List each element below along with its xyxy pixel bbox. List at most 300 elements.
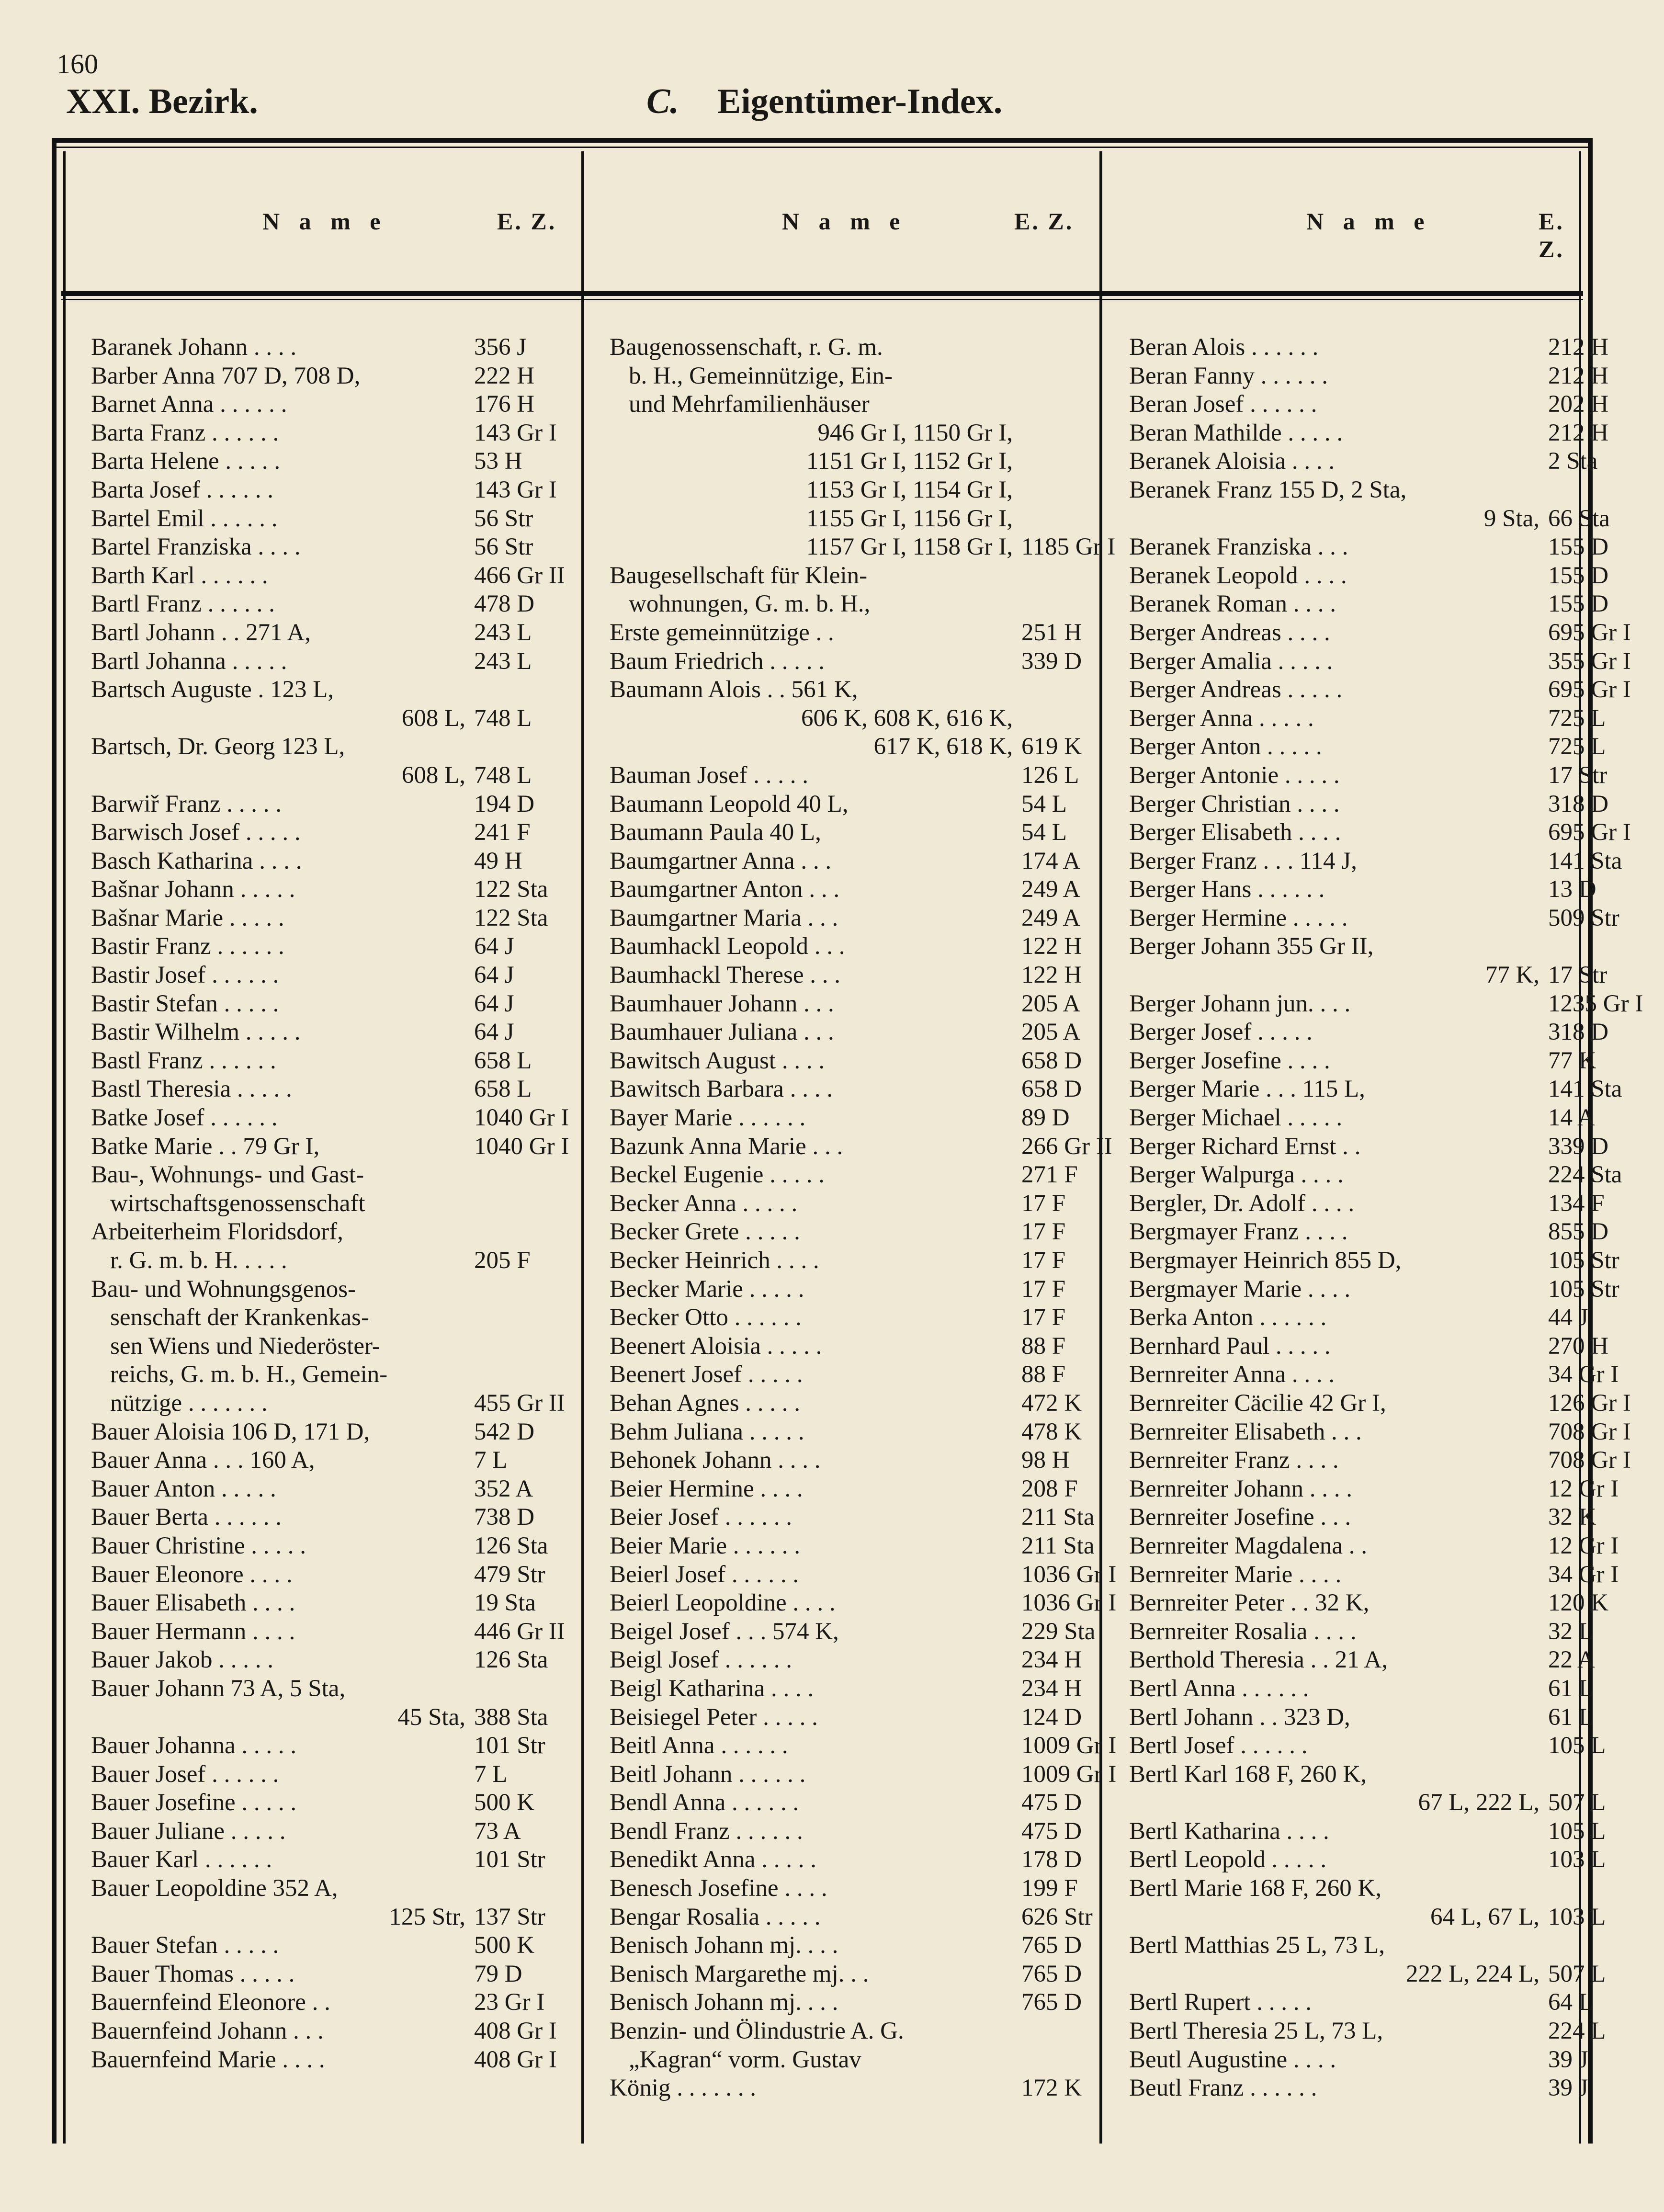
index-row	[610, 961, 1093, 990]
ez-number: 17 F	[1021, 1275, 1066, 1303]
index-row	[610, 1618, 1096, 1646]
ez-number: 103 L	[1548, 1846, 1606, 1873]
ez-number: 249 A	[1021, 904, 1081, 931]
owner-name: 125 Str,	[389, 1903, 465, 1930]
index-row	[1129, 1389, 1631, 1418]
owner-name: Berger Walpurga . . . .	[1129, 1161, 1344, 1189]
ez-number: 765 D	[1021, 1932, 1082, 1959]
ez-number: 355 Gr I	[1548, 647, 1631, 675]
index-row	[1129, 1361, 1619, 1389]
index-row	[1129, 847, 1622, 876]
ez-number: 172 K	[1021, 2075, 1082, 2102]
index-row	[610, 2074, 1093, 2103]
index-row	[91, 1218, 575, 1247]
index-row	[1129, 1047, 1613, 1076]
column-header-name: N a m e	[262, 208, 387, 235]
ez-number: 77 K	[1548, 1047, 1596, 1074]
owner-name: b. H., Gemeinnützige, Ein-	[629, 362, 893, 389]
owner-name: Bauer Anton . . . . .	[91, 1475, 276, 1502]
column-header-name: N a m e	[1306, 208, 1431, 235]
index-row	[610, 733, 1093, 761]
owner-name: Batke Marie . . 79 Gr I,	[91, 1133, 320, 1160]
ez-number: 23 Gr I	[474, 1989, 545, 2016]
owner-name: Beutl Augustine . . . .	[1129, 2046, 1336, 2073]
index-row	[1129, 1075, 1622, 1104]
index-row	[1129, 818, 1631, 847]
owner-name: Bauer Eleonore . . . .	[91, 1561, 293, 1588]
column-header-name: N a m e	[782, 208, 907, 235]
ez-number: 124 D	[1021, 1703, 1082, 1731]
owner-name: Bastir Wilhelm . . . . .	[91, 1019, 301, 1046]
owner-name: Benisch Margarethe mj. . .	[610, 1960, 869, 1987]
ez-number: 748 L	[474, 704, 532, 732]
index-row	[610, 1960, 1093, 1989]
owner-name: Beenert Josef . . . . .	[610, 1361, 803, 1388]
owner-name: Berger Marie . . . 115 L,	[1129, 1076, 1365, 1103]
owner-name: Basch Katharina . . . .	[91, 847, 302, 874]
index-row	[1129, 333, 1613, 362]
owner-name: Beigel Josef . . . 574 K,	[610, 1618, 839, 1645]
district-heading: XXI. Bezirk.	[66, 82, 258, 121]
index-row	[610, 1389, 1093, 1418]
index-row	[1129, 1561, 1619, 1589]
index-row	[1129, 1846, 1613, 1874]
ez-number: 64 J	[474, 990, 514, 1017]
ez-number: 479 Str	[474, 1561, 545, 1588]
ez-number: 208 F	[1021, 1475, 1078, 1502]
ez-number: 141 Sta	[1548, 847, 1622, 874]
index-row	[1129, 1190, 1613, 1218]
index-row	[1129, 1304, 1613, 1332]
ez-number: 61 L	[1548, 1675, 1594, 1702]
index-row	[610, 676, 1093, 704]
owner-name: Baumgartner Maria . . .	[610, 904, 838, 931]
owner-name: Baugesellschaft für Klein-	[610, 562, 868, 589]
ez-number: 64 J	[474, 1019, 514, 1046]
index-row	[91, 1247, 575, 1275]
header-rule	[61, 291, 1583, 296]
owner-name: Beranek Roman . . . .	[1129, 590, 1336, 618]
ez-number: 695 Gr I	[1548, 819, 1631, 846]
index-row	[1129, 1760, 1613, 1789]
ez-number: 318 D	[1548, 790, 1609, 817]
ez-number: 455 Gr II	[474, 1389, 565, 1417]
owner-name: Berka Anton . . . . . .	[1129, 1304, 1327, 1331]
owner-name: Becker Marie . . . . .	[610, 1275, 804, 1303]
owner-name: Beier Hermine . . . .	[610, 1475, 803, 1502]
index-row	[91, 904, 575, 933]
ez-number: 619 K	[1021, 733, 1082, 760]
ez-number: 205 A	[1021, 990, 1081, 1017]
ez-number: 1040 Gr I	[474, 1104, 569, 1132]
owner-name: Baumhauer Juliana . . .	[610, 1019, 834, 1046]
owner-name: Baumhackl Leopold . . .	[610, 933, 845, 960]
owner-name: Bernreiter Josefine . . .	[1129, 1504, 1351, 1531]
owner-name: „Kagran“ vorm. Gustav	[629, 2046, 861, 2073]
index-row	[91, 476, 575, 505]
owner-name: Becker Heinrich . . . .	[610, 1247, 819, 1274]
index-row	[610, 333, 1093, 362]
ez-number: 408 Gr I	[474, 2018, 557, 2045]
index-row	[610, 590, 1093, 619]
owner-name: Bendl Franz . . . . . .	[610, 1817, 803, 1845]
index-row	[1129, 961, 1613, 990]
index-row	[1129, 1960, 1613, 1989]
owner-name: Benesch Josefine . . . .	[610, 1875, 827, 1902]
owner-name: Berger Josefine . . . .	[1129, 1047, 1330, 1074]
ez-number: 143 Gr I	[474, 476, 557, 503]
owner-name: sen Wiens und Niederöster-	[110, 1332, 380, 1360]
owner-name: Bertl Matthias 25 L, 73 L,	[1129, 1932, 1385, 1959]
ez-number: 234 H	[1021, 1675, 1082, 1702]
index-row	[1129, 390, 1613, 419]
owner-name: 946 Gr I, 1150 Gr I,	[817, 419, 1013, 446]
index-row	[1129, 1589, 1613, 1618]
ez-number: 388 Sta	[474, 1703, 548, 1731]
index-row	[91, 362, 575, 391]
index-row	[610, 1532, 1093, 1561]
ez-number: 79 D	[474, 1960, 522, 1987]
ez-number: 249 A	[1021, 876, 1081, 903]
owner-name: Beisiegel Peter . . . . .	[610, 1703, 818, 1731]
owner-name: Beranek Franziska . . .	[1129, 533, 1348, 561]
ez-number: 478 K	[1021, 1418, 1082, 1445]
owner-name: Beckel Eugenie . . . . .	[610, 1161, 825, 1189]
ez-number: 1036 Gr I	[1021, 1561, 1117, 1588]
index-row	[91, 390, 575, 419]
index-row	[610, 1874, 1093, 1903]
owner-name: Bauer Johann 73 A, 5 Sta,	[91, 1675, 346, 1702]
index-row	[610, 1646, 1093, 1675]
index-row	[91, 790, 575, 819]
ez-number: 202 H	[1548, 391, 1609, 418]
index-row	[610, 1161, 1093, 1190]
index-row	[91, 1817, 575, 1846]
index-row	[1129, 1161, 1622, 1190]
index-row	[91, 1618, 575, 1646]
owner-name: Bernreiter Magdalena . .	[1129, 1532, 1368, 1559]
index-row	[1129, 1618, 1613, 1646]
owner-name: Barta Franz . . . . . .	[91, 419, 279, 446]
owner-name: Behonek Johann . . . .	[610, 1447, 821, 1474]
owner-name: Bertl Josef . . . . . .	[1129, 1732, 1308, 1759]
page-number: 160	[57, 48, 98, 79]
ez-number: 39 J	[1548, 2075, 1588, 2102]
index-row	[1129, 590, 1613, 619]
index-row	[91, 1903, 575, 1932]
owner-name: Beitl Johann . . . . . .	[610, 1760, 806, 1788]
ez-number: 32 L	[1548, 1618, 1594, 1645]
index-row	[1129, 1247, 1619, 1275]
owner-name: Bašnar Marie . . . . .	[91, 904, 284, 931]
index-row	[610, 875, 1093, 904]
ez-number: 408 Gr I	[474, 2046, 557, 2073]
ez-number: 352 A	[474, 1475, 533, 1502]
index-row	[1129, 1903, 1613, 1932]
owner-name: Berger Elisabeth . . . .	[1129, 819, 1341, 846]
owner-name: Berger Josef . . . . .	[1129, 1019, 1313, 1046]
owner-name: Benzin- und Ölindustrie A. G.	[610, 2018, 904, 2045]
index-row	[610, 1247, 1093, 1275]
index-row	[91, 1874, 575, 1903]
index-row	[91, 447, 575, 476]
index-row	[91, 2046, 575, 2075]
index-row	[1129, 1817, 1613, 1846]
ez-number: 105 Str	[1548, 1247, 1619, 1274]
index-row	[1129, 533, 1613, 562]
index-row	[610, 562, 1093, 590]
ez-number: 507 L	[1548, 1960, 1606, 1987]
ez-number: 500 K	[474, 1932, 535, 1959]
owner-name: Barwiř Franz . . . . .	[91, 790, 282, 817]
ez-number: 695 Gr I	[1548, 676, 1631, 703]
owner-name: Baugenossenschaft, r. G. m.	[610, 334, 883, 361]
ez-number: 243 L	[474, 619, 532, 646]
index-row	[610, 1988, 1093, 2017]
index-row	[91, 590, 575, 619]
ez-number: 14 A	[1548, 1104, 1595, 1132]
index-row	[610, 1218, 1093, 1247]
ez-number: 17 F	[1021, 1190, 1066, 1217]
index-row	[610, 419, 1093, 448]
ez-number: 542 D	[474, 1418, 535, 1445]
index-row	[91, 1561, 575, 1589]
owner-name: wirtschaftsgenossenschaft	[110, 1190, 365, 1217]
ez-number: 472 K	[1021, 1389, 1082, 1417]
owner-name: Beutl Franz . . . . . .	[1129, 2075, 1317, 2102]
ez-number: 64 J	[474, 962, 514, 989]
index-row	[1129, 932, 1613, 961]
owner-name: Benedikt Anna . . . . .	[610, 1846, 817, 1873]
owner-name: Bauer Hermann . . . .	[91, 1618, 295, 1645]
owner-name: Bau-, Wohnungs- und Gast-	[91, 1161, 364, 1189]
owner-name: Bergler, Dr. Adolf . . . .	[1129, 1190, 1355, 1217]
owner-name: Beigl Katharina . . . .	[610, 1675, 814, 1702]
ez-number: 126 L	[1021, 761, 1079, 789]
index-row	[91, 676, 575, 704]
owner-name: Bernhard Paul . . . . .	[1129, 1332, 1331, 1360]
ez-number: 748 L	[474, 761, 532, 789]
index-row	[1129, 505, 1613, 533]
ez-number: 101 Str	[474, 1732, 545, 1759]
index-row	[1129, 1675, 1613, 1703]
ez-number: 205 F	[474, 1247, 531, 1274]
owner-name: Bauer Thomas . . . . .	[91, 1960, 295, 1987]
owner-name: Berger Franz . . . 114 J,	[1129, 847, 1357, 874]
owner-name: 222 L, 224 L,	[1405, 1960, 1539, 1987]
ez-number: 466 Gr II	[474, 562, 565, 589]
owner-name: Bau- und Wohnungsgenos-	[91, 1275, 356, 1303]
ez-number: 122 H	[1021, 933, 1082, 960]
owner-name: und Mehrfamilienhäuser	[629, 391, 870, 418]
index-row	[91, 961, 575, 990]
ez-number: 1036 Gr I	[1021, 1589, 1117, 1617]
ez-number: 7 L	[474, 1447, 508, 1474]
index-row	[610, 1846, 1093, 1874]
owner-name: Beigl Josef . . . . . .	[610, 1646, 792, 1674]
ez-number: 199 F	[1021, 1875, 1078, 1902]
ez-number: 13 D	[1548, 876, 1596, 903]
owner-name: Beran Fanny . . . . . .	[1129, 362, 1328, 389]
owner-name: Beier Josef . . . . . .	[610, 1504, 792, 1531]
ez-number: 339 D	[1021, 647, 1082, 675]
index-row	[610, 2017, 1093, 2046]
ez-number: 49 H	[474, 847, 522, 874]
index-row	[610, 1589, 1117, 1618]
owner-name: 617 K, 618 K,	[873, 733, 1013, 760]
ez-number: 475 D	[1021, 1817, 1082, 1845]
ez-number: 234 H	[1021, 1646, 1082, 1674]
ez-number: 1235 Gr I	[1548, 990, 1643, 1017]
index-row	[91, 1418, 575, 1447]
owner-name: Bertl Leopold . . . . .	[1129, 1846, 1327, 1873]
ez-number: 56 Str	[474, 505, 533, 532]
ez-number: 212 H	[1548, 334, 1609, 361]
ez-number: 855 D	[1548, 1218, 1609, 1246]
index-table-frame	[52, 138, 1643, 2144]
index-row	[91, 1503, 575, 1532]
owner-name: Berger Johann 355 Gr II,	[1129, 933, 1374, 960]
owner-name: Bauer Johanna . . . . .	[91, 1732, 297, 1759]
owner-name: 1153 Gr I, 1154 Gr I,	[806, 476, 1013, 503]
owner-name: Beran Alois . . . . . .	[1129, 334, 1319, 361]
ez-number: 1009 Gr I	[1021, 1732, 1117, 1759]
index-row	[1129, 1789, 1613, 1817]
owner-name: Bernreiter Rosalia . . . .	[1129, 1618, 1357, 1645]
ez-number: 211 Sta	[1021, 1532, 1095, 1559]
index-row	[1129, 419, 1613, 448]
owner-name: Bauer Elisabeth . . . .	[91, 1589, 295, 1617]
owner-name: Bergmayer Franz . . . .	[1129, 1218, 1348, 1246]
owner-name: Berger Andreas . . . . .	[1129, 676, 1343, 703]
index-row	[91, 647, 575, 676]
owner-name: Bernreiter Elisabeth . . .	[1129, 1418, 1362, 1445]
owner-name: Bauer Karl . . . . . .	[91, 1846, 272, 1873]
index-row	[91, 1304, 575, 1332]
owner-name: Beranek Aloisia . . . .	[1129, 448, 1335, 475]
ez-number: 56 Str	[474, 533, 533, 561]
index-column-2	[610, 333, 1117, 2103]
owner-name: Berger Andreas . . . .	[1129, 619, 1330, 646]
owner-name: Baumhackl Therese . . .	[610, 962, 840, 989]
ez-number: 101 Str	[474, 1846, 545, 1873]
ez-number: 89 D	[1021, 1104, 1070, 1132]
ez-number: 507 L	[1548, 1789, 1606, 1816]
ez-number: 12 Gr I	[1548, 1532, 1619, 1559]
owner-name: Bergmayer Marie . . . .	[1129, 1275, 1351, 1303]
owner-name: Berger Hermine . . . . .	[1129, 904, 1348, 931]
ez-number: 626 Str	[1021, 1903, 1093, 1930]
owner-name: Beierl Leopoldine . . . .	[610, 1589, 836, 1617]
index-row	[91, 1075, 575, 1104]
index-row	[1129, 904, 1619, 933]
index-row	[610, 990, 1093, 1019]
index-row	[610, 1446, 1093, 1475]
index-row	[610, 1133, 1112, 1161]
index-row	[610, 1903, 1093, 1932]
owner-name: 608 L,	[401, 704, 465, 732]
index-row	[91, 875, 575, 904]
owner-name: Beranek Leopold . . . .	[1129, 562, 1347, 589]
owner-name: senschaft der Krankenkas-	[110, 1304, 369, 1331]
ez-number: 178 D	[1021, 1846, 1082, 1873]
ez-number: 12 Gr I	[1548, 1475, 1619, 1502]
ez-number: 17 F	[1021, 1218, 1066, 1246]
owner-name: Baumann Paula 40 L,	[610, 819, 821, 846]
ez-number: 725 L	[1548, 733, 1606, 760]
owner-name: Beenert Aloisia . . . . .	[610, 1332, 822, 1360]
ez-number: 103 L	[1548, 1903, 1606, 1930]
owner-name: Baranek Johann . . . .	[91, 334, 297, 361]
owner-name: Bartl Johann . . 271 A,	[91, 619, 311, 646]
column-header-ez: E. Z.	[497, 208, 557, 235]
column-header-ez: E. Z.	[1539, 208, 1564, 262]
owner-name: 64 L, 67 L,	[1430, 1903, 1539, 1930]
owner-name: Behan Agnes . . . . .	[610, 1389, 801, 1417]
ez-number: 34 Gr I	[1548, 1561, 1619, 1588]
owner-name: Bastl Theresia . . . . .	[91, 1076, 292, 1103]
ez-number: 53 H	[474, 448, 522, 475]
ez-number: 105 L	[1548, 1817, 1606, 1845]
index-row	[610, 1275, 1093, 1304]
owner-name: Barwisch Josef . . . . .	[91, 819, 301, 846]
owner-name: Bauer Josefine . . . . .	[91, 1789, 297, 1816]
ez-number: 134 F	[1548, 1190, 1605, 1217]
index-row	[610, 704, 1093, 733]
owner-name: 67 L, 222 L,	[1418, 1789, 1539, 1816]
index-row	[1129, 1874, 1613, 1903]
index-row	[91, 1389, 575, 1418]
owner-name: Beran Mathilde . . . . .	[1129, 419, 1343, 446]
owner-name: 1155 Gr I, 1156 Gr I,	[806, 505, 1013, 532]
owner-name: Berger Christian . . . .	[1129, 790, 1340, 817]
ez-number: 695 Gr I	[1548, 619, 1631, 646]
index-row	[610, 1047, 1093, 1076]
index-row	[91, 619, 575, 647]
index-row	[610, 1104, 1093, 1133]
owner-name: Bartel Franziska . . . .	[91, 533, 301, 561]
owner-name: Berger Richard Ernst . .	[1129, 1133, 1361, 1160]
column-header-ez: E. Z.	[1014, 208, 1074, 235]
index-row	[610, 533, 1116, 562]
index-row	[91, 847, 575, 876]
frame-inner-rule-left	[63, 151, 66, 2144]
ez-number: 64 J	[474, 933, 514, 960]
ez-number: 658 L	[474, 1047, 532, 1074]
ez-number: 708 Gr I	[1548, 1447, 1631, 1474]
index-row	[1129, 1104, 1613, 1133]
index-row	[91, 1675, 575, 1703]
index-row	[91, 733, 575, 761]
ez-number: 17 F	[1021, 1247, 1066, 1274]
index-title: Eigentümer-Index.	[717, 82, 1003, 121]
owner-name: Bartl Johanna . . . . .	[91, 647, 287, 675]
ez-number: 122 H	[1021, 962, 1082, 989]
owner-name: Beier Marie . . . . . .	[610, 1532, 800, 1559]
ez-number: 34 Gr I	[1548, 1361, 1619, 1388]
index-row	[1129, 619, 1631, 647]
ez-number: 318 D	[1548, 1019, 1609, 1046]
owner-name: Bengar Rosalia . . . . .	[610, 1903, 821, 1930]
index-row	[1129, 2074, 1613, 2103]
index-row	[91, 505, 575, 533]
owner-name: Bartel Emil . . . . . .	[91, 505, 278, 532]
index-row	[91, 1047, 575, 1076]
ez-number: 738 D	[474, 1504, 535, 1531]
ez-number: 243 L	[474, 647, 532, 675]
index-row	[610, 1304, 1093, 1332]
index-row	[610, 1675, 1093, 1703]
